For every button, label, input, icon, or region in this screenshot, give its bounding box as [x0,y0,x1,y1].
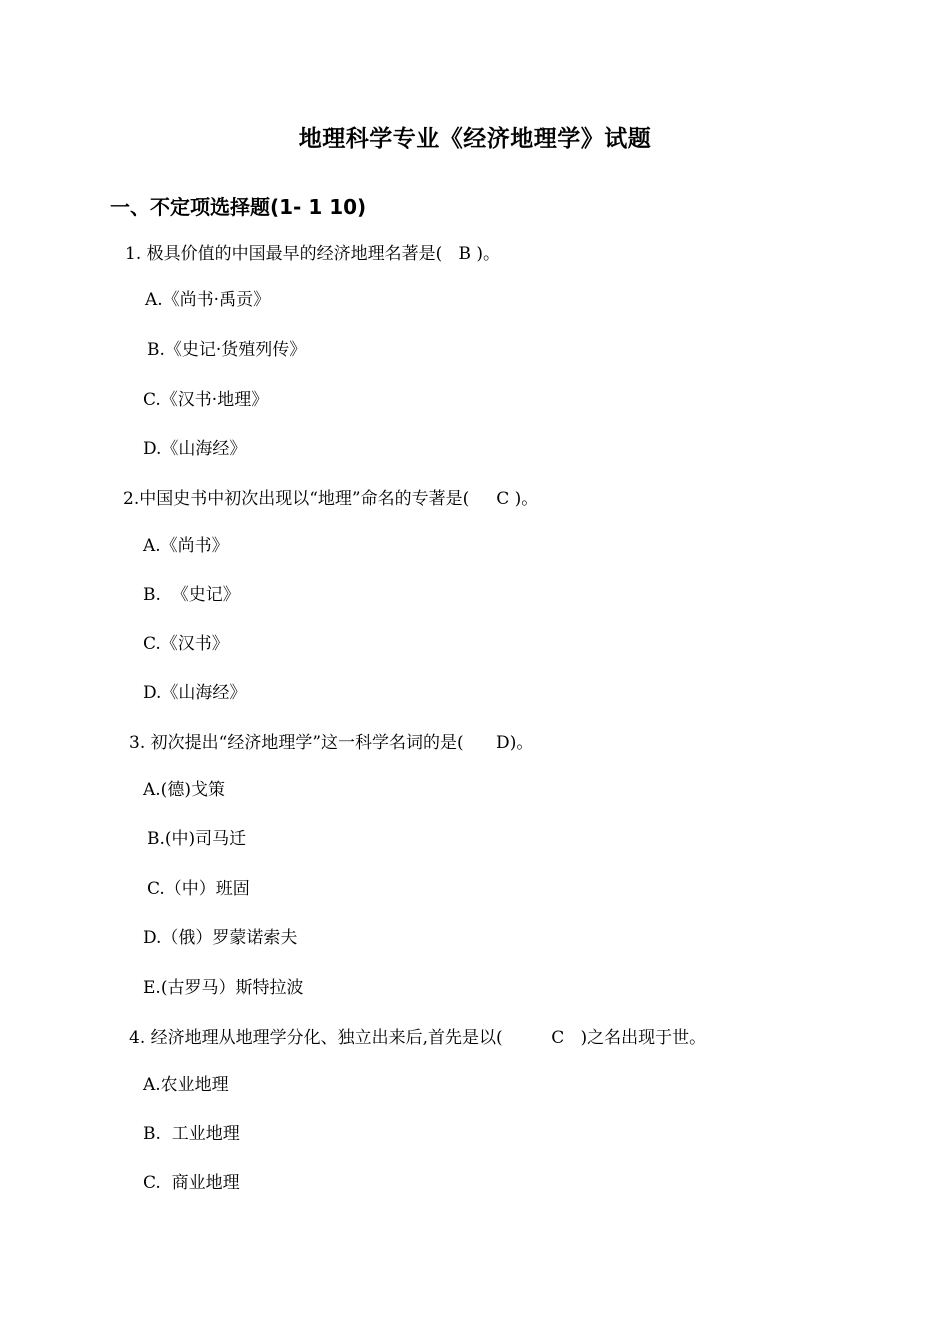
question-2-option-b: B. 《史记》 [143,585,240,605]
question-4-option-a: A.农业地理 [143,1075,229,1095]
question-1-option-c: C.《汉书·地理》 [143,390,269,410]
question-3-stem: 3. 初次提出“经济地理学”这一科学名词的是( D)。 [129,733,534,753]
question-3-option-b: B.(中)司马迁 [147,829,247,849]
question-3-option-a: A.(德)戈策 [143,780,225,800]
question-1-option-a: A.《尚书·禹贡》 [145,290,271,310]
question-1-option-b: B.《史记·货殖列传》 [147,340,307,360]
question-3-option-e: E.(古罗马）斯特拉波 [143,978,304,998]
question-2-stem: 2.中国史书中初次出现以“地理”命名的专著是( C )。 [123,489,539,509]
question-4-option-c: C. 商业地理 [143,1173,240,1193]
question-1-option-d: D.《山海经》 [143,439,247,459]
question-3-option-d: D.（俄）罗蒙诺索夫 [143,928,298,948]
question-4-option-b: B. 工业地理 [143,1124,240,1144]
question-2-option-d: D.《山海经》 [143,683,247,703]
question-2-option-c: C.《汉书》 [143,634,229,654]
question-2-option-a: A.《尚书》 [143,536,229,556]
question-4-stem: 4. 经济地理从地理学分化、独立出来后,首先是以( C )之名出现于世。 [129,1028,707,1048]
document-title: 地理科学专业《经济地理学》试题 [298,126,652,152]
section-heading: 一、不定项选择题(1- 1 10) [110,195,367,219]
question-3-option-c: C.（中）班固 [147,879,250,899]
question-1-stem: 1. 极具价值的中国最早的经济地理名著是( B )。 [125,244,500,264]
